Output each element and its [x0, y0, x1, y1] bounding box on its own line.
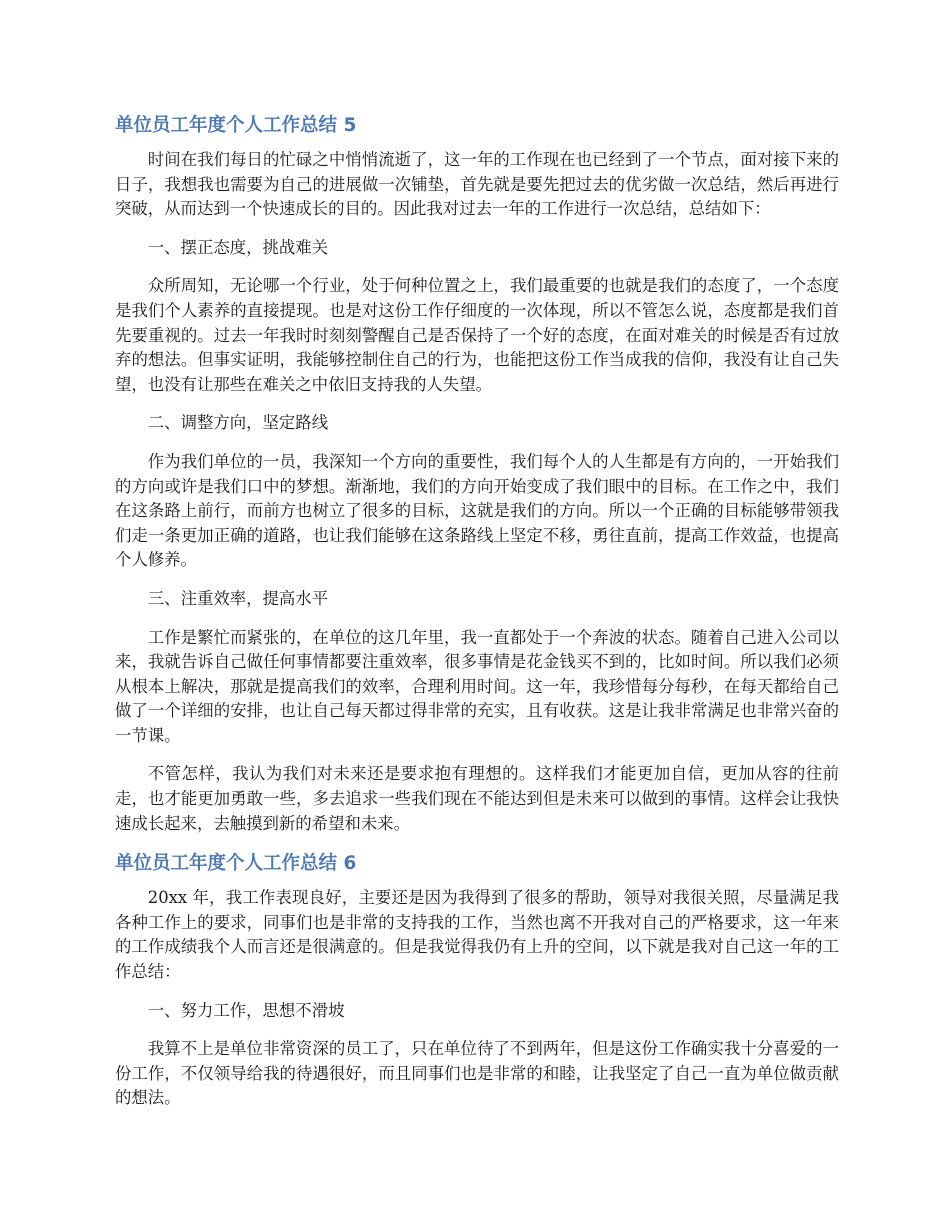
paragraph: 工作是繁忙而紧张的，在单位的这几年里，我一直都处于一个奔波的状态。随着自己进入公司以来，我就告诉自己做任何事情都要注重效率，很多事情是花金钱买不到的，比如时间。所以我们必须从根本上解决，那就是提高我们的效率，合理利用时间。这一年，我珍惜每分每秒，在每天都给自己做了一个详细的安排，也让自己每天都过得非常的充实，且有收获。这是让我非常满足也非常兴奋的一节课。 — [115, 627, 839, 745]
subheading: 一、摆正态度，挑战难关 — [147, 237, 329, 257]
section-heading: 单位员工年度个人工作总结 6 — [115, 853, 357, 875]
subheading: 二、调整方向，坚定路线 — [147, 413, 329, 433]
paragraph: 不管怎样，我认为我们对未来还是要求抱有理想的。这样我们才能更加自信，更加从容的往前走，也才能更加勇敢一些，多去追求一些我们现在不能达到但是未来可以做到的事情。这样会让我快速成长起来，去触摸到新的希望和未来。 — [115, 764, 839, 833]
subheading: 三、注重效率，提高水平 — [147, 588, 329, 608]
paragraph: 20xx 年，我工作表现良好，主要还是因为我得到了很多的帮助，领导对我很关照，尽量满足我各种工作上的要求，同事们也是非常的支持我的工作，当然也离不开我对自己的严格要求，这一年来的工作成绩我个人而言还是很满意的。但是我觉得我仍有上升的空间，以下就是我对自己这一年的工作总结： — [115, 888, 839, 982]
paragraph: 时间在我们每日的忙碌之中悄悄流逝了，这一年的工作现在也已经到了一个节点，面对接下来的日子，我想我也需要为自己的进展做一次铺垫，首先就是要先把过去的优劣做一次总结，然后再进行突破，从而达到一个快速成长的目的。因此我对过去一年的工作进行一次总结，总结如下： — [115, 150, 839, 219]
paragraph: 众所周知，无论哪一个行业，处于何种位置之上，我们最重要的也就是我们的态度了，一个态度是我们个人素养的直接提现。也是对这份工作仔细度的一次体现，所以不管怎么说，态度都是我们首先要重视的。过去一年我时时刻刻警醒自己是否保持了一个好的态度，在面对难关的时候是否有过放弃的想法。但事实证明，我能够控制住自己的行为，也能把这份工作当成我的信仰，我没有让自己失望，也没有让那些在难关之中依旧支持我的人失望。 — [115, 276, 839, 394]
subheading: 一、努力工作，思想不滑坡 — [147, 1000, 345, 1020]
section-heading: 单位员工年度个人工作总结 5 — [115, 115, 357, 136]
document-page — [115, 112, 839, 1125]
paragraph: 我算不上是单位非常资深的员工了，只在单位待了不到两年，但是这份工作确实我十分喜爱的一份工作，不仅领导给我的待遇很好，而且同事们也是非常的和睦，让我坚定了自己一直为单位做贡献的想法。 — [115, 1039, 839, 1108]
paragraph: 作为我们单位的一员，我深知一个方向的重要性，我们每个人的人生都是有方向的，一开始我们的方向或许是我们口中的梦想。渐渐地，我们的方向开始变成了我们眼中的目标。在工作之中，我们在这条路上前行，而前方也树立了很多的目标，这就是我们的方向。所以一个正确的目标能够带领我们走一条更加正确的道路，也让我们能够在这条路线上坚定不移，勇往直前，提高工作效益，也提高个人修养。 — [115, 451, 839, 570]
